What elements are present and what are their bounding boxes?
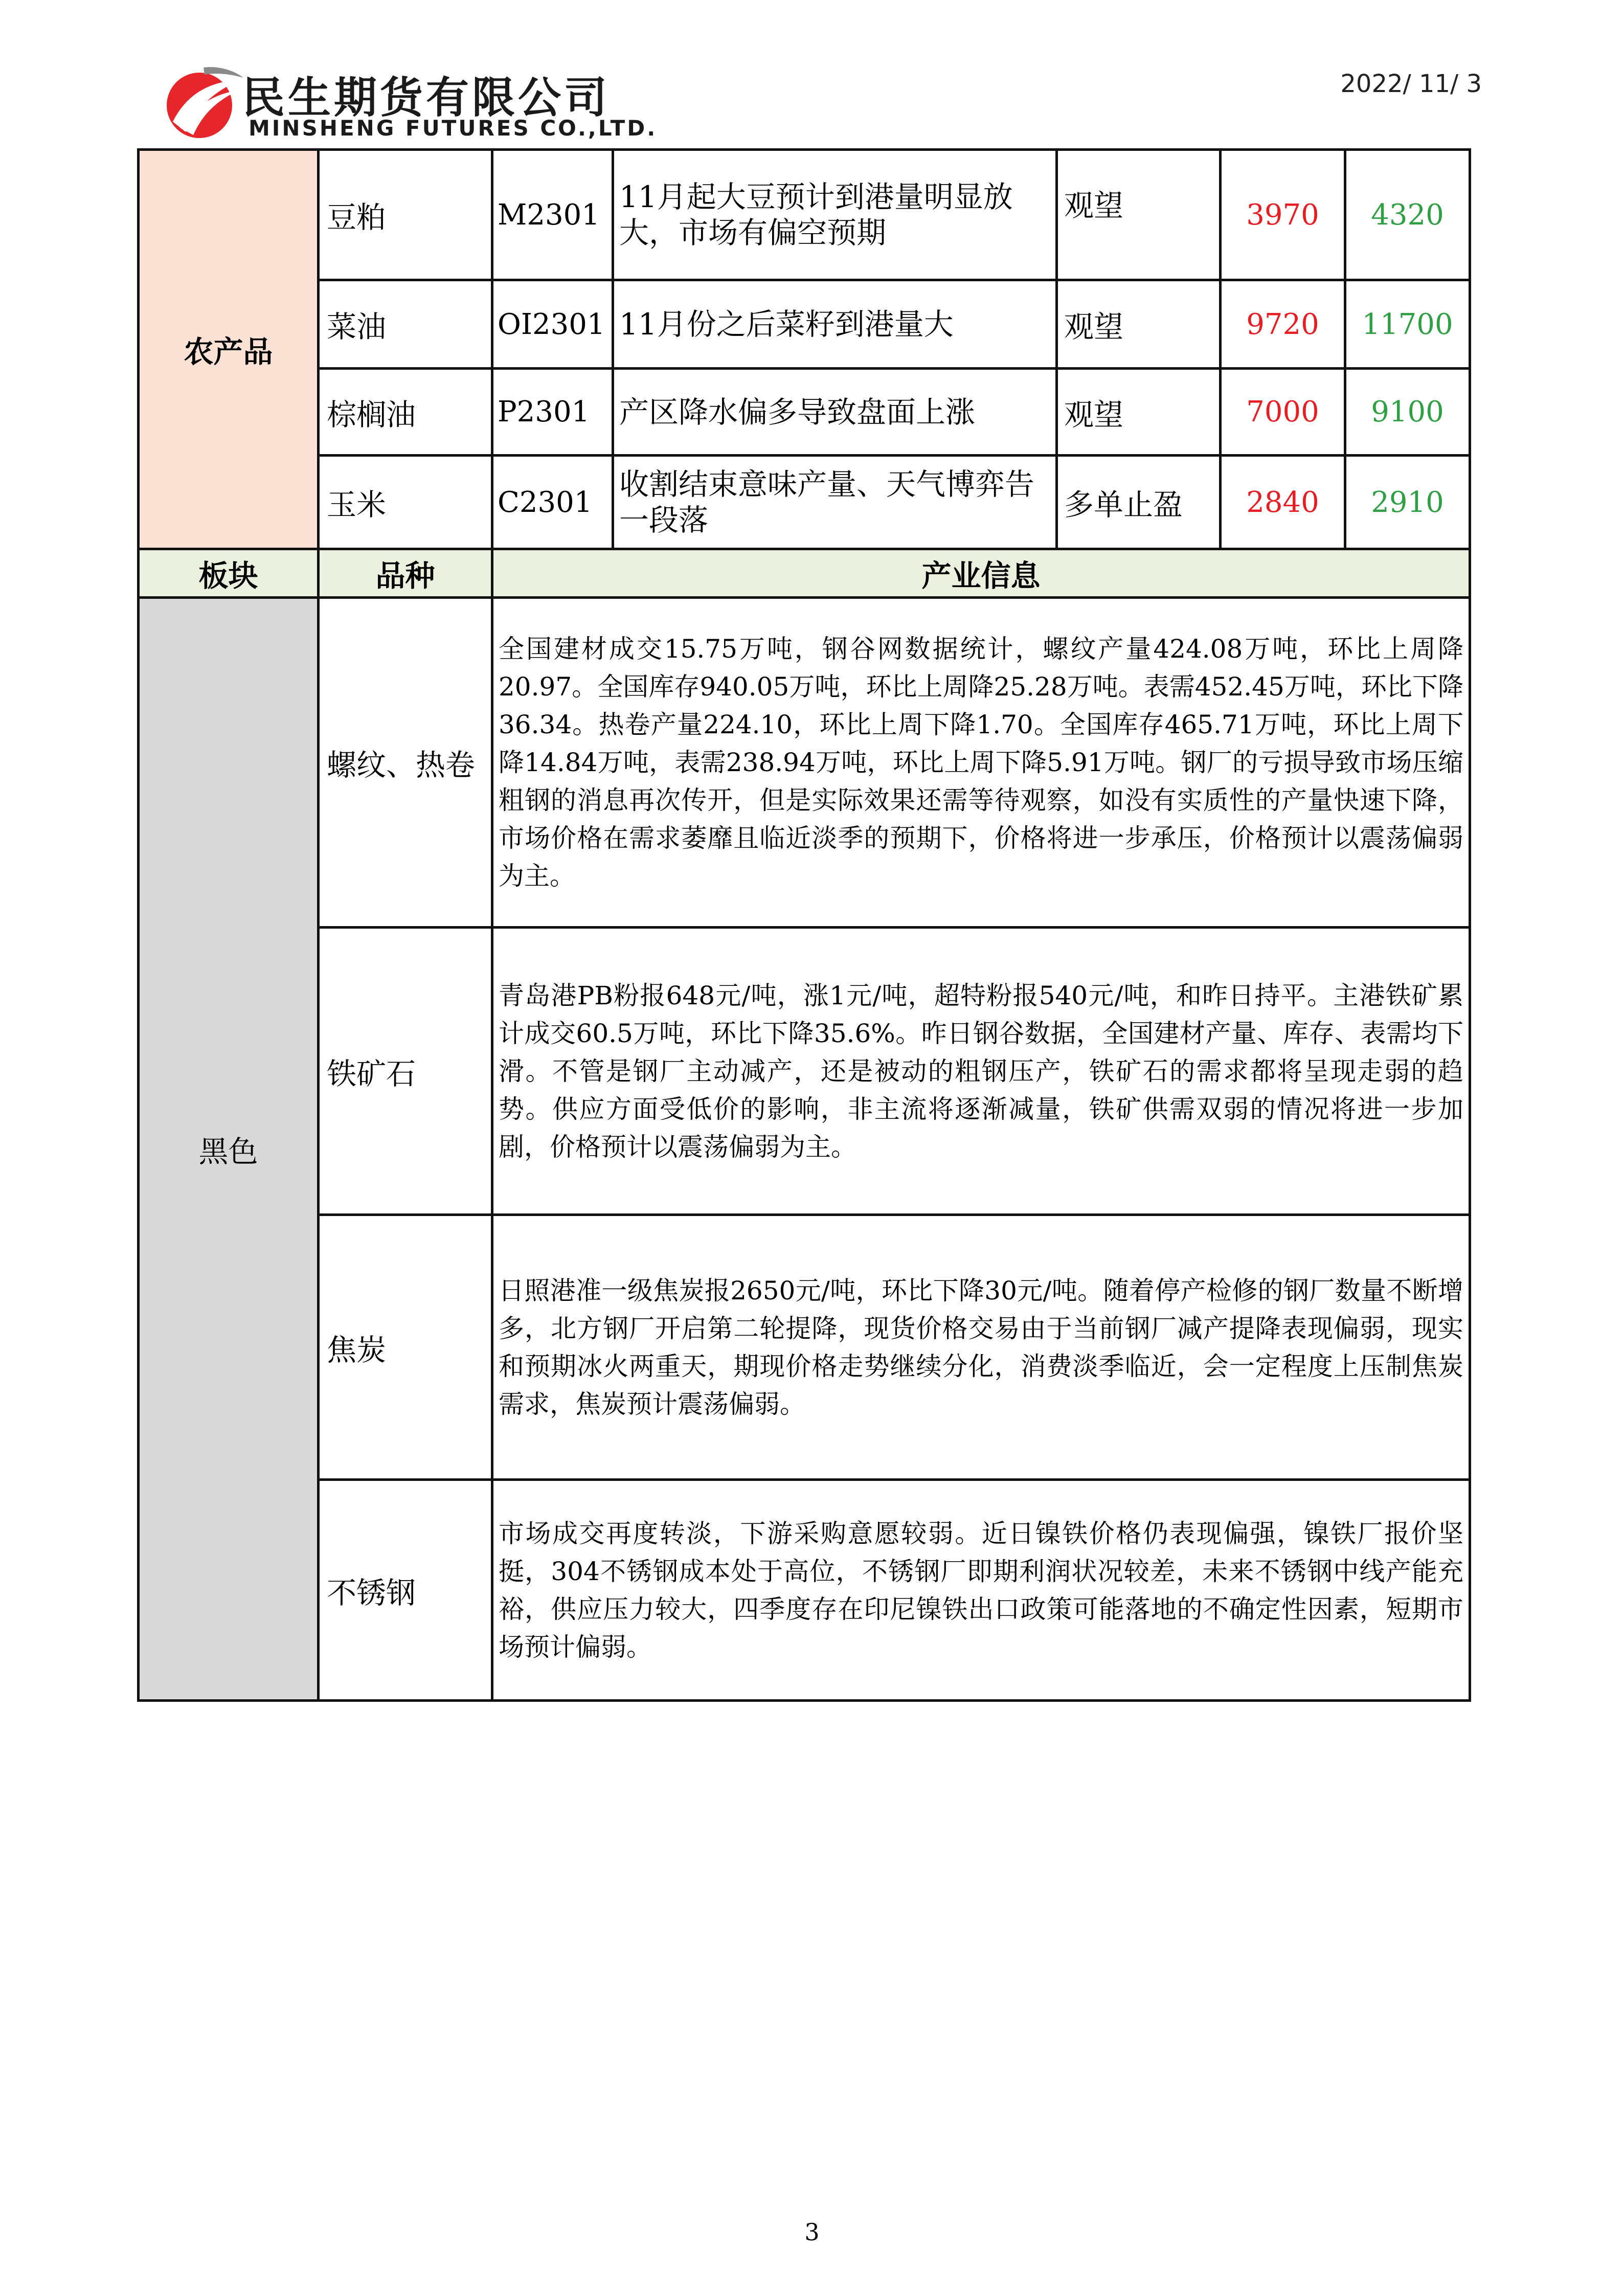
resistance-price: 11700 bbox=[1345, 280, 1470, 369]
logic-cell: 11月起大豆预计到港量明显放大，市场有偏空预期 bbox=[613, 150, 1057, 280]
variety-cell: 螺纹、热卷 bbox=[319, 598, 492, 928]
contract-code: P2301 bbox=[492, 369, 613, 456]
sector-cell: 农产品 bbox=[139, 150, 319, 549]
contract-code: C2301 bbox=[492, 456, 613, 549]
company-name-en: MINSHENG FUTURES CO.,LTD. bbox=[249, 116, 658, 141]
table-row bbox=[139, 150, 1470, 280]
info-header-row bbox=[139, 549, 1470, 598]
view-cell: 观望 bbox=[1057, 150, 1221, 280]
logic-cell: 收割结束意味产量、天气博弈告一段落 bbox=[613, 456, 1057, 549]
table-row bbox=[139, 928, 1470, 1215]
view-cell: 观望 bbox=[1057, 280, 1221, 369]
support-price: 9720 bbox=[1221, 280, 1345, 369]
table-row bbox=[139, 456, 1470, 549]
view-cell: 观望 bbox=[1057, 369, 1221, 456]
sector-cell: 黑色 bbox=[139, 598, 319, 1701]
industry-info-cell: 日照港准一级焦炭报2650元/吨，环比下降30元/吨。随着停产检修的钢厂数量不断增多，北方钢厂开启第二轮提降，现货价格交易由于当前钢厂减产提降表现偏弱，现实和预期冰火两重天，期现价格走势继续分化，消费淡季临近，会一定程度上压制焦炭需求，焦炭预计震荡偏弱。 bbox=[492, 1215, 1470, 1480]
variety-cell: 菜油 bbox=[319, 280, 492, 369]
strategy-table bbox=[137, 148, 1471, 1702]
support-price: 3970 bbox=[1221, 150, 1345, 280]
page-number: 3 bbox=[804, 2218, 820, 2246]
report-date: 2022/ 11/ 3 bbox=[1340, 70, 1482, 98]
table-row bbox=[139, 598, 1470, 928]
variety-cell: 豆粕 bbox=[319, 150, 492, 280]
logic-cell: 产区降水偏多导致盘面上涨 bbox=[613, 369, 1057, 456]
support-price: 7000 bbox=[1221, 369, 1345, 456]
header-sector: 板块 bbox=[139, 549, 319, 598]
contract-code: OI2301 bbox=[492, 280, 613, 369]
header-info: 产业信息 bbox=[492, 549, 1470, 598]
logic-cell: 11月份之后菜籽到港量大 bbox=[613, 280, 1057, 369]
variety-cell: 棕榈油 bbox=[319, 369, 492, 456]
company-name-cn: 民生期货有限公司 bbox=[242, 73, 611, 123]
resistance-price: 4320 bbox=[1345, 150, 1470, 280]
variety-cell: 不锈钢 bbox=[319, 1480, 492, 1701]
header-variety: 品种 bbox=[319, 549, 492, 598]
support-price: 2840 bbox=[1221, 456, 1345, 549]
table-row bbox=[139, 1480, 1470, 1701]
industry-info-cell: 全国建材成交15.75万吨，钢谷网数据统计，螺纹产量424.08万吨，环比上周降20.97。全国库存940.05万吨，环比上周降25.28万吨。表需452.45万吨，环比下降36.34。热卷产量224.10，环比上周下降1.70。全国库存465.71万吨，环比上周下降14.84万吨，表需238.94万吨，环比上周下降5.91万吨。钢厂的亏损导致市场压缩粗钢的消息再次传开，但是实际效果还需等待观察，如没有实质性的产量快速下降，市场价格在需求萎靡且临近淡季的预期下，价格将进一步承压，价格预计以震荡偏弱为主。 bbox=[492, 598, 1470, 928]
table-row bbox=[139, 1215, 1470, 1480]
variety-cell: 玉米 bbox=[319, 456, 492, 549]
variety-cell: 焦炭 bbox=[319, 1215, 492, 1480]
resistance-price: 2910 bbox=[1345, 456, 1470, 549]
table-row bbox=[139, 280, 1470, 369]
industry-info-cell: 青岛港PB粉报648元/吨，涨1元/吨，超特粉报540元/吨，和昨日持平。主港铁矿累计成交60.5万吨，环比下降35.6%。昨日钢谷数据，全国建材产量、库存、表需均下滑。不管是钢厂主动减产，还是被动的粗钢压产，铁矿石的需求都将呈现走弱的趋势。供应方面受低价的影响，非主流将逐渐减量，铁矿供需双弱的情况将进一步加剧，价格预计以震荡偏弱为主。 bbox=[492, 928, 1470, 1215]
view-cell: 多单止盈 bbox=[1057, 456, 1221, 549]
table-row bbox=[139, 369, 1470, 456]
industry-info-cell: 市场成交再度转淡，下游采购意愿较弱。近日镍铁价格仍表现偏强，镍铁厂报价坚挺，304不锈钢成本处于高位，不锈钢厂即期利润状况较差，未来不锈钢中线产能充裕，供应压力较大，四季度存在印尼镍铁出口政策可能落地的不确定性因素，短期市场预计偏弱。 bbox=[492, 1480, 1470, 1701]
logo-mark-icon bbox=[157, 60, 244, 147]
company-logo bbox=[157, 60, 658, 147]
variety-cell: 铁矿石 bbox=[319, 928, 492, 1215]
resistance-price: 9100 bbox=[1345, 369, 1470, 456]
contract-code: M2301 bbox=[492, 150, 613, 280]
